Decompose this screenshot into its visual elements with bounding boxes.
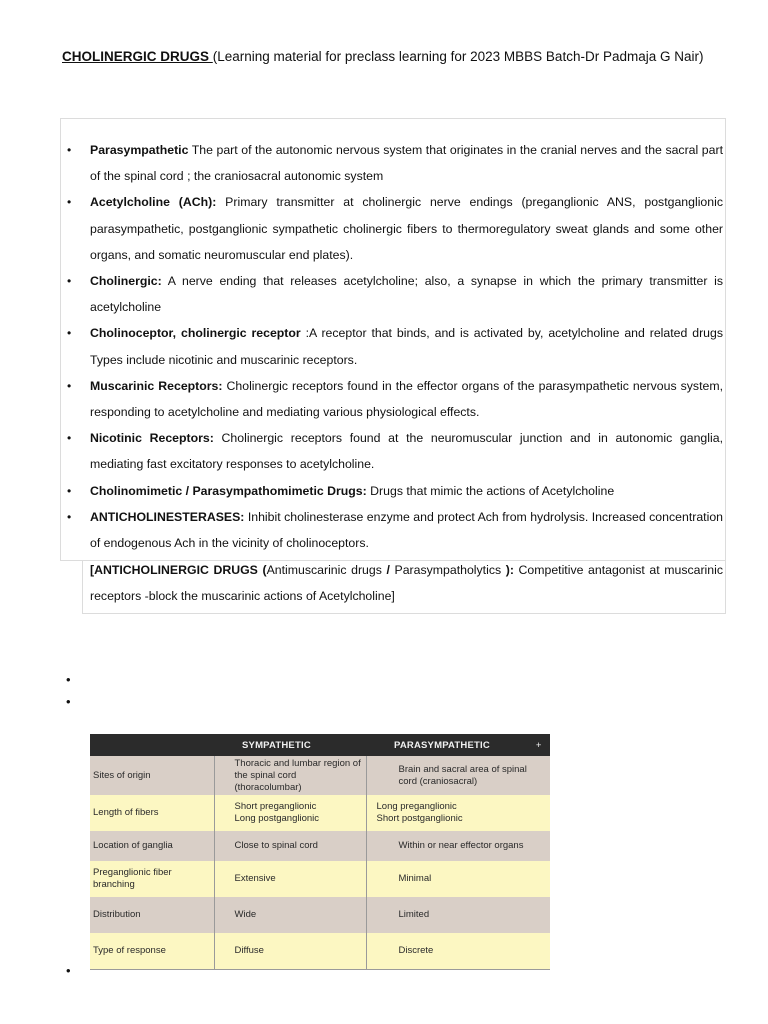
definition-text: Primary transmitter at cholinergic nerve endings (preganglionic ANS, postganglionic parasympathetic, postganglionic sympathetic cholinergic fibers to thermoregulatory sweat glands and some other organs, and somatic neuromuscular end plates). [90,195,723,262]
bullet-icon: • [67,509,72,524]
title-subtitle: (Learning material for preclass learning for 2023 MBBS Batch-Dr Padmaja G Nair) [212,49,704,64]
table-row [90,831,550,861]
definition-term: ANTICHOLINESTERASES: [90,509,245,524]
definition-item [60,137,723,189]
definition-term: Muscarinic Receptors: [90,378,223,393]
sympathetic-parasympathetic-table [90,734,550,970]
bullet-icon: • [67,326,72,341]
header-plus-mark: + [535,739,542,751]
note-bold-close: ): [505,563,514,577]
row-label: Length of fibers [90,795,214,831]
anticholinergic-note [90,557,723,609]
table-header-sympathetic: SYMPATHETIC [214,734,366,756]
definition-item [60,478,723,504]
sympathetic-cell: Short preganglionic Long postganglionic [214,795,366,831]
definition-item [60,268,723,320]
definitions-list [60,137,723,556]
definition-term: Cholinergic: [90,274,162,289]
table-row [90,933,550,969]
definition-term: Acetylcholine (ACh): [90,195,217,210]
definition-text: :A receptor that binds, and is activated by, acetylcholine and related drugs Types include nicotinic and muscarinic receptors. [90,326,724,367]
sympathetic-cell: Extensive [214,861,366,897]
definition-term: Parasympathetic [90,143,189,157]
bullet-icon: • [67,483,72,498]
bullet-icon: • [67,431,72,446]
definition-item [60,373,723,425]
row-label: Location of ganglia [90,831,214,861]
definition-term: Cholinomimetic / Parasympathomimetic Drugs: [90,483,367,498]
definition-text: Cholinergic receptors found at the neuromuscular junction and in autonomic ganglia, mediating fast excitatory responses to acetylcholine. [90,431,723,472]
note-bold-open: [ANTICHOLINERGIC DRUGS ( [90,563,267,577]
definition-text: Inhibit cholinesterase enzyme and protect Ach from hydrolysis. Increased concentration of endogenous Ach in the vicinity of cholinoceptors. [90,509,723,551]
table-row [90,795,550,831]
definition-text: Cholinergic receptors found in the effector organs of the parasympathetic nervous system, responding to acetylcholine and mediating various physiological effects. [90,378,723,420]
note-slash: / [386,563,390,577]
bullet-icon: • [67,143,72,157]
sympathetic-cell: Wide [214,897,366,933]
definition-item [60,189,723,268]
parasympathetic-cell: Discrete [366,933,550,969]
definition-term: Nicotinic Receptors: [90,431,214,446]
title-main: CHOLINERGIC DRUGS [62,49,213,64]
note-text-a: Antimuscarinic drugs [266,563,387,577]
row-label: Distribution [90,897,214,933]
parasympathetic-cell: Limited [366,897,550,933]
definition-text: The part of the autonomic nervous system that originates in the cranial nerves and the sacral part of the spinal cord ; the craniosacral autonomic system [90,143,723,184]
parasympathetic-cell: Minimal [366,861,550,897]
document-title [62,49,752,64]
parasympathetic-cell: Long preganglionic Short postganglionic [366,795,550,831]
definition-text: A nerve ending that releases acetylcholine; also, a synapse in which the primary transmitter is acetylcholine [90,274,723,315]
definition-item [60,425,723,477]
bullet-icon: • [66,963,71,978]
table-row [90,861,550,897]
bullet-icon: • [66,672,71,687]
bullet-icon: • [66,694,71,709]
note-text-b: Parasympatholytics [389,563,506,577]
table-header-row [90,734,550,756]
sympathetic-cell: Thoracic and lumbar region of the spinal cord (thoracolumbar) [214,756,366,795]
bullet-icon: • [67,274,72,289]
table-row [90,756,550,795]
note-text-c: Competitive antagonist at muscarinic receptors -block the muscarinic actions of Acetylcholine] [90,563,723,604]
row-label: Preganglionic fiber branching [90,861,214,897]
table-header-blank [90,734,214,756]
row-label: Sites of origin [90,756,214,795]
header-label: PARASYMPATHETIC [394,739,490,751]
sympathetic-cell: Diffuse [214,933,366,969]
parasympathetic-cell: Brain and sacral area of spinal cord (craniosacral) [366,756,550,795]
definition-item [60,504,723,556]
definition-term: Cholinoceptor, cholinergic receptor [90,326,301,341]
sympathetic-cell: Close to spinal cord [214,831,366,861]
table-row [90,897,550,933]
row-label: Type of response [90,933,214,969]
definition-item [60,320,723,372]
bullet-icon: • [67,195,72,210]
definition-text: Drugs that mimic the actions of Acetylcholine [366,483,615,498]
table-header-parasympathetic [366,734,550,756]
bullet-icon: • [67,378,72,393]
parasympathetic-cell: Within or near effector organs [366,831,550,861]
